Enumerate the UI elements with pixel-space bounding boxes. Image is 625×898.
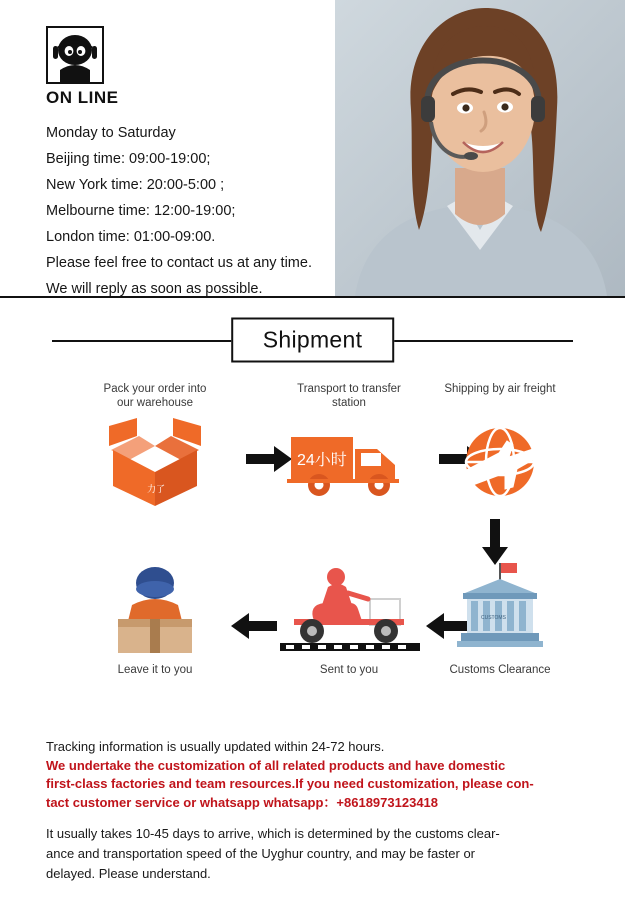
- flow-step-transport: [264, 382, 434, 514]
- online-hours-line: New York time: 20:00-5:00 ;: [46, 177, 225, 193]
- customization-note-line: tact customer service or whatsapp whatsapp：+8618973123418: [46, 794, 439, 810]
- parcel-recipient-icon: [70, 559, 240, 663]
- flow-step-customs: [415, 559, 585, 677]
- online-hours-line: We will reply as soon as possible.: [46, 281, 263, 297]
- heading-rule-left: [52, 340, 232, 342]
- truck-badge-text: 24小时: [297, 452, 347, 469]
- flow-row-bottom: [40, 547, 585, 712]
- scooter-courier-icon: [264, 559, 434, 663]
- flow-step-caption: Sent to you: [319, 664, 379, 676]
- flow-step-caption: Transport to transfer: [297, 383, 401, 395]
- flow-step-sent-to-you: [264, 559, 434, 677]
- delivery-time-note: It usually takes 10-45 days to arrive, which is determined by the customs clear-: [46, 826, 500, 841]
- online-hours-line: Please feel free to contact us at any time.: [46, 255, 312, 271]
- globe-airplane-icon: [415, 410, 585, 514]
- shipment-heading-bar: [0, 298, 625, 382]
- delivery-truck-icon: [264, 410, 434, 514]
- online-hours-line: Monday to Saturday: [46, 125, 176, 141]
- delivery-time-note: ance and transportation speed of the Uyghur country, and may be faster or: [46, 846, 476, 861]
- online-operator-avatar-icon: [46, 26, 104, 84]
- online-title: ON LINE: [46, 88, 119, 107]
- flow-step-leave-to-you: [70, 559, 240, 677]
- heading-rule-right: [393, 340, 573, 342]
- cardboard-box-icon: [70, 410, 240, 514]
- flow-step-air-freight: [415, 382, 585, 514]
- flow-step-pack: [70, 382, 240, 514]
- online-service-section: [0, 0, 625, 298]
- shipment-title: Shipment: [262, 326, 363, 353]
- delivery-time-note: delayed. Please understand.: [46, 866, 211, 881]
- tracking-note: Tracking information is usually updated within 24-72 hours.: [46, 738, 385, 754]
- online-text-block: [46, 26, 376, 298]
- shipment-flow-diagram: [0, 382, 625, 712]
- shipment-title-box: [231, 318, 395, 363]
- flow-step-caption: Pack your order into: [103, 383, 207, 395]
- customs-building-icon: [415, 559, 585, 663]
- agent-photo: [335, 0, 625, 296]
- svg-text:力了: 力了: [147, 484, 166, 494]
- customization-note-line: first-class factories and team resources.If you need customization, please con-: [46, 776, 534, 791]
- flow-step-caption: Leave it to you: [117, 664, 193, 676]
- flow-step-caption: Customs Clearance: [449, 664, 551, 676]
- svg-text:CUSTOMS: CUSTOMS: [481, 615, 506, 621]
- online-hours-line: Melbourne time: 12:00-19:00;: [46, 203, 236, 219]
- footer-notes: [0, 737, 625, 898]
- spacer: [46, 812, 579, 824]
- online-hours-line: Beijing time: 09:00-19:00;: [46, 151, 211, 167]
- flow-step-caption: station: [332, 397, 366, 409]
- flow-step-caption: Shipping by air freight: [444, 383, 556, 395]
- online-hours-line: London time: 01:00-09:00.: [46, 229, 216, 245]
- flow-step-caption: our warehouse: [116, 397, 194, 409]
- customization-note-line: We undertake the customization of all related products and have domestic: [46, 757, 506, 773]
